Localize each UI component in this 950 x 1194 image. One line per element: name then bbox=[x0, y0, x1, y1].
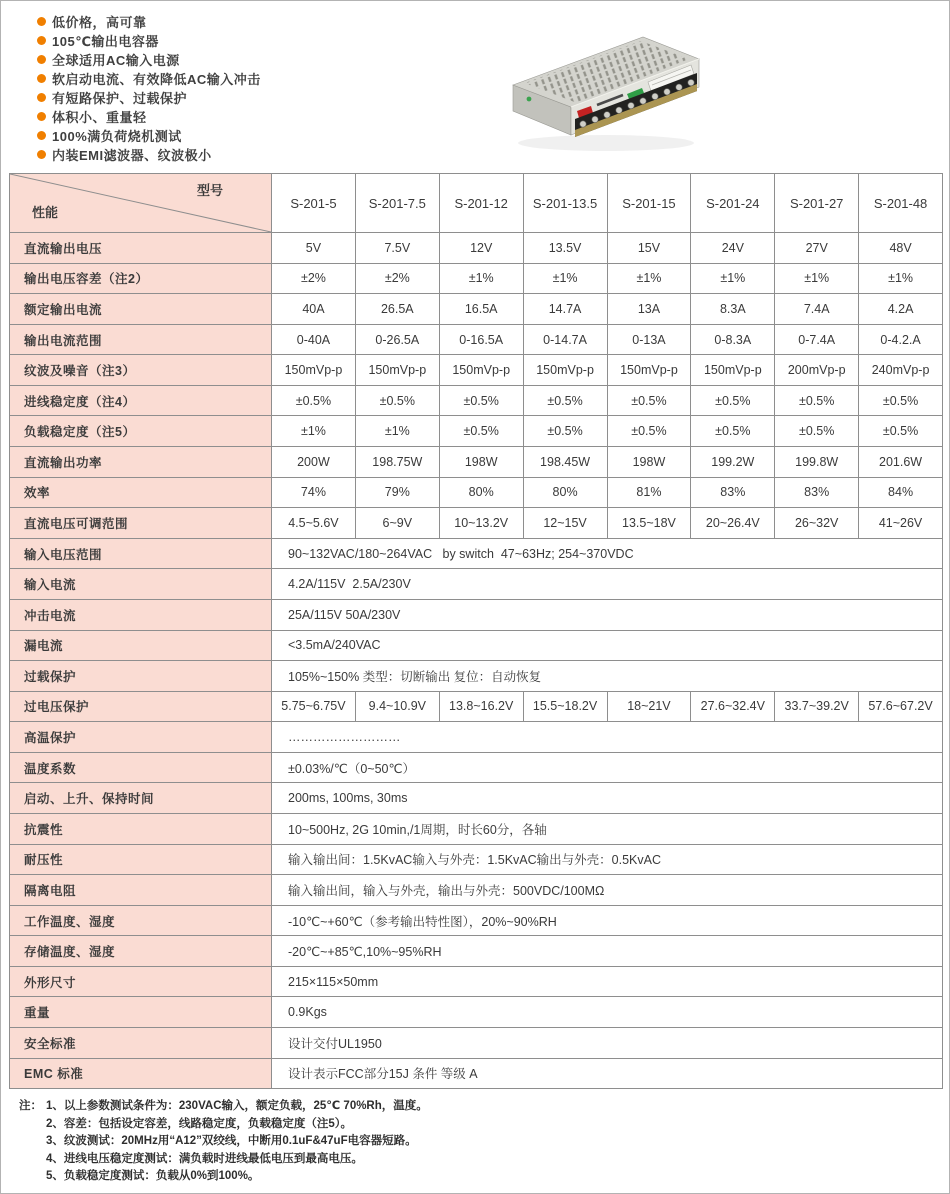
spec-value-cell: ±1% bbox=[888, 271, 914, 286]
row-label: 输出电流范围 bbox=[10, 325, 272, 355]
spec-value-cell: 79% bbox=[356, 478, 440, 508]
spec-value-cell: 240mVp-p bbox=[871, 363, 930, 378]
spec-merged-value: 25A/115V 50A/230V bbox=[288, 607, 401, 622]
spec-value-cell: 12~15V bbox=[524, 508, 608, 538]
spec-value-cell: 7.4A bbox=[775, 294, 859, 324]
spec-merged-value: 设计交付UL1950 bbox=[288, 1036, 382, 1051]
feature-item bbox=[37, 88, 261, 107]
spec-merged-value: ……………………… bbox=[288, 730, 401, 745]
spec-row bbox=[10, 416, 942, 447]
spec-row bbox=[10, 386, 942, 417]
spec-value-cell: ±1% bbox=[775, 264, 859, 294]
spec-value-cell: 26.5A bbox=[356, 294, 440, 324]
spec-row bbox=[10, 569, 942, 600]
spec-value-cell: 150mVp-p bbox=[272, 355, 356, 385]
feature-item bbox=[37, 145, 261, 164]
spec-value-cell: 24V bbox=[691, 233, 775, 263]
note-line bbox=[19, 1168, 428, 1186]
spec-value-cell: ±0.5% bbox=[691, 386, 775, 416]
row-label: 耐压性 bbox=[10, 845, 272, 875]
spec-row bbox=[10, 447, 942, 478]
note-text: 5、负载稳定度测试：负载从0%到100%。 bbox=[46, 1170, 260, 1182]
row-label: 过载保护 bbox=[10, 661, 272, 691]
spec-value-cell: 8.3A bbox=[691, 294, 775, 324]
spec-value-cell: ±0.5% bbox=[775, 386, 859, 416]
note-text: 2、容差：包括设定容差，线路稳定度，负载稳定度（注5）。 bbox=[46, 1117, 353, 1130]
spec-table bbox=[9, 173, 943, 1089]
model-header-cell: S-201-15 bbox=[608, 174, 692, 232]
spec-row bbox=[10, 906, 942, 937]
row-label: 冲击电流 bbox=[10, 600, 272, 630]
corner-label-performance: 性能 bbox=[32, 205, 59, 220]
spec-value-cell: ±0.5% bbox=[272, 386, 356, 416]
row-label: 直流电压可调范围 bbox=[10, 508, 272, 538]
spec-value-cell: 40A bbox=[272, 294, 356, 324]
note-line bbox=[19, 1151, 428, 1169]
spec-value-cell: 13.5V bbox=[524, 233, 608, 263]
row-label: 纹波及噪音（注3） bbox=[10, 355, 272, 385]
note-prefix: 注： bbox=[19, 1100, 42, 1112]
spec-value-cell: 0-8.3A bbox=[691, 325, 775, 355]
row-label: 抗震性 bbox=[10, 814, 272, 844]
spec-value-cell: 13A bbox=[608, 294, 692, 324]
spec-value-cell: 4.2A bbox=[887, 301, 914, 316]
note-text: 4、进线电压稳定度测试：满负载时进线最低电压到最高电压。 bbox=[46, 1152, 363, 1165]
spec-row bbox=[10, 325, 942, 356]
spec-value-cell: ±1% bbox=[356, 416, 440, 446]
spec-merged-value: 设计表示FCC部分15J 条件 等级 A bbox=[288, 1067, 478, 1082]
spec-row bbox=[10, 875, 942, 906]
spec-value-cell: 57.6~67.2V bbox=[868, 699, 933, 714]
spec-value-cell: 13.8~16.2V bbox=[440, 692, 524, 722]
spec-value-cell: 200mVp-p bbox=[775, 355, 859, 385]
spec-value-cell: ±1% bbox=[608, 264, 692, 294]
spec-value-cell: 80% bbox=[440, 478, 524, 508]
spec-value-cell: 15.5~18.2V bbox=[524, 692, 608, 722]
row-label: 外形尺寸 bbox=[10, 967, 272, 997]
spec-value-cell: 15V bbox=[608, 233, 692, 263]
spec-value-cell: 12V bbox=[440, 233, 524, 263]
spec-value-cell: 33.7~39.2V bbox=[775, 692, 859, 722]
bullet-icon bbox=[37, 150, 46, 159]
note-line bbox=[19, 1133, 428, 1151]
spec-merged-value: 200ms, 100ms, 30ms bbox=[288, 791, 408, 806]
row-label: 重量 bbox=[10, 997, 272, 1027]
bullet-icon bbox=[37, 55, 46, 64]
spec-row bbox=[10, 845, 942, 876]
spec-value-cell: 5V bbox=[272, 233, 356, 263]
spec-row bbox=[10, 1028, 942, 1059]
bullet-icon bbox=[37, 93, 46, 102]
spec-value-cell: 198.45W bbox=[524, 447, 608, 477]
model-header-cell: S-201-7.5 bbox=[356, 174, 440, 232]
row-label: EMC 标准 bbox=[10, 1059, 272, 1089]
spec-value-cell: 74% bbox=[272, 478, 356, 508]
spec-row bbox=[10, 539, 942, 570]
model-header-cell: S-201-48 bbox=[873, 195, 928, 211]
spec-value-cell: ±1% bbox=[440, 264, 524, 294]
spec-value-cell: 0-4.2.A bbox=[880, 332, 921, 347]
spec-row bbox=[10, 936, 942, 967]
spec-value-cell: 13.5~18V bbox=[608, 508, 692, 538]
spec-row bbox=[10, 722, 942, 753]
row-label: 额定输出电流 bbox=[10, 294, 272, 324]
spec-row bbox=[10, 661, 942, 692]
feature-text: 低价格，高可靠 bbox=[52, 15, 147, 30]
spec-value-cell: ±2% bbox=[272, 264, 356, 294]
spec-value-cell: 4.5~5.6V bbox=[272, 508, 356, 538]
feature-item bbox=[37, 12, 261, 31]
note-text: 3、纹波测试：20MHz用“A12”双绞线，中断用0.1uF&47uF电容器短路。 bbox=[46, 1135, 417, 1147]
row-label: 安全标准 bbox=[10, 1028, 272, 1058]
feature-text: 内装EMI滤波器、纹波极小 bbox=[52, 148, 212, 163]
spec-value-cell: ±0.5% bbox=[608, 416, 692, 446]
product-photo bbox=[501, 13, 711, 161]
spec-value-cell: 201.6W bbox=[879, 454, 923, 469]
spec-row bbox=[10, 478, 942, 509]
spec-value-cell: ±0.5% bbox=[882, 393, 919, 408]
spec-merged-value: ±0.03%/℃（0~50℃） bbox=[288, 761, 416, 776]
feature-text: 全球适用AC输入电源 bbox=[52, 53, 180, 68]
spec-merged-value: 输入输出间，输入与外壳，输出与外壳：500VDC/100MΩ bbox=[288, 883, 605, 898]
spec-row bbox=[10, 753, 942, 784]
spec-value-cell: ±0.5% bbox=[524, 386, 608, 416]
power-supply-illustration bbox=[501, 13, 711, 161]
row-label: 存储温度、湿度 bbox=[10, 936, 272, 966]
spec-value-cell: 80% bbox=[524, 478, 608, 508]
spec-value-cell: 9.4~10.9V bbox=[356, 692, 440, 722]
model-header-cell: S-201-27 bbox=[775, 174, 859, 232]
header-corner-cell bbox=[10, 174, 272, 232]
bullet-icon bbox=[37, 74, 46, 83]
row-label: 直流输出功率 bbox=[10, 447, 272, 477]
spec-value-cell: 18~21V bbox=[608, 692, 692, 722]
bullet-icon bbox=[37, 36, 46, 45]
bullet-icon bbox=[37, 17, 46, 26]
feature-text: 软启动电流、有效降低AC输入冲击 bbox=[52, 72, 261, 87]
spec-row bbox=[10, 814, 942, 845]
model-header-cell: S-201-5 bbox=[272, 174, 356, 232]
spec-row bbox=[10, 294, 942, 325]
spec-value-cell: ±0.5% bbox=[882, 424, 919, 439]
spec-row bbox=[10, 997, 942, 1028]
spec-merged-value: <3.5mA/240VAC bbox=[288, 638, 381, 653]
spec-value-cell: 199.8W bbox=[775, 447, 859, 477]
spec-value-cell: 14.7A bbox=[524, 294, 608, 324]
spec-value-cell: ±0.5% bbox=[440, 386, 524, 416]
bullet-icon bbox=[37, 131, 46, 140]
row-label: 直流输出电压 bbox=[10, 233, 272, 263]
row-label: 效率 bbox=[10, 478, 272, 508]
feature-item bbox=[37, 69, 261, 88]
row-label: 输入电压范围 bbox=[10, 539, 272, 569]
spec-merged-value: 215×115×50mm bbox=[288, 974, 379, 989]
spec-value-cell: 150mVp-p bbox=[608, 355, 692, 385]
spec-value-cell: 48V bbox=[889, 240, 912, 255]
row-label: 高温保护 bbox=[10, 722, 272, 752]
spec-merged-value: -10℃~+60℃（参考输出特性图），20%~90%RH bbox=[288, 914, 557, 929]
spec-value-cell: ±0.5% bbox=[356, 386, 440, 416]
feature-item bbox=[37, 126, 261, 145]
spec-value-cell: 150mVp-p bbox=[691, 355, 775, 385]
spec-row bbox=[10, 355, 942, 386]
model-header-cell: S-201-24 bbox=[691, 174, 775, 232]
feature-text: 100%满负荷烧机测试 bbox=[52, 129, 182, 144]
spec-value-cell: ±0.5% bbox=[440, 416, 524, 446]
spec-value-cell: 7.5V bbox=[356, 233, 440, 263]
spec-merged-value: 10~500Hz, 2G 10min,/1周期，时长60分，各轴 bbox=[288, 822, 547, 837]
spec-value-cell: 150mVp-p bbox=[356, 355, 440, 385]
spec-value-cell: ±2% bbox=[356, 264, 440, 294]
spec-merged-value: 0.9Kgs bbox=[288, 1005, 327, 1020]
spec-value-cell: 0-7.4A bbox=[775, 325, 859, 355]
model-header-cell: S-201-13.5 bbox=[524, 174, 608, 232]
spec-row bbox=[10, 967, 942, 998]
feature-item bbox=[37, 50, 261, 69]
spec-value-cell: 200W bbox=[272, 447, 356, 477]
spec-value-cell: ±0.5% bbox=[608, 386, 692, 416]
row-label: 负载稳定度（注5） bbox=[10, 416, 272, 446]
note-line bbox=[19, 1116, 428, 1134]
spec-value-cell: 150mVp-p bbox=[524, 355, 608, 385]
note-text: 1、以上参数测试条件为：230VAC输入，额定负载，25℃ 70%Rh，温度。 bbox=[46, 1100, 428, 1112]
row-label: 温度系数 bbox=[10, 753, 272, 783]
row-label: 隔离电阻 bbox=[10, 875, 272, 905]
table-header-row bbox=[10, 174, 942, 233]
feature-text: 体积小、重量轻 bbox=[52, 110, 147, 125]
spec-value-cell: 10~13.2V bbox=[440, 508, 524, 538]
spec-value-cell: 41~26V bbox=[878, 515, 923, 530]
spec-merged-value: 90~132VAC/180~264VAC by switch 47~63Hz; 254~370VDC bbox=[288, 546, 634, 561]
spec-row bbox=[10, 631, 942, 662]
spec-merged-value: -20℃~+85℃,10%~95%RH bbox=[288, 944, 442, 959]
spec-value-cell: 81% bbox=[608, 478, 692, 508]
corner-label-model: 型号 bbox=[196, 183, 223, 198]
row-label: 过电压保护 bbox=[10, 692, 272, 722]
feature-item bbox=[37, 31, 261, 50]
bullet-icon bbox=[37, 112, 46, 121]
row-label: 启动、上升、保持时间 bbox=[10, 783, 272, 813]
row-label: 漏电流 bbox=[10, 631, 272, 661]
spec-value-cell: 27V bbox=[775, 233, 859, 263]
spec-value-cell: 150mVp-p bbox=[440, 355, 524, 385]
note-line bbox=[19, 1098, 428, 1116]
spec-value-cell: 83% bbox=[691, 478, 775, 508]
spec-value-cell: ±1% bbox=[524, 264, 608, 294]
spec-merged-value: 输入输出间：1.5KvAC输入与外壳：1.5KvAC输出与外壳：0.5KvAC bbox=[288, 853, 661, 868]
spec-value-cell: 6~9V bbox=[356, 508, 440, 538]
spec-row bbox=[10, 692, 942, 723]
spec-row bbox=[10, 233, 942, 264]
model-header-cell: S-201-12 bbox=[440, 174, 524, 232]
notes-section bbox=[19, 1098, 428, 1186]
spec-row bbox=[10, 264, 942, 295]
spec-value-cell: 0-40A bbox=[272, 325, 356, 355]
spec-merged-value: 4.2A/115V 2.5A/230V bbox=[288, 577, 411, 592]
spec-value-cell: 5.75~6.75V bbox=[272, 692, 356, 722]
spec-value-cell: 0-16.5A bbox=[440, 325, 524, 355]
features-list bbox=[37, 12, 261, 164]
spec-row bbox=[10, 600, 942, 631]
spec-value-cell: ±0.5% bbox=[775, 416, 859, 446]
spec-value-cell: 198W bbox=[440, 447, 524, 477]
spec-value-cell: 198.75W bbox=[356, 447, 440, 477]
spec-merged-value: 105%~150% 类型：切断输出 复位：自动恢复 bbox=[288, 669, 542, 684]
row-label: 工作温度、湿度 bbox=[10, 906, 272, 936]
row-label: 输出电压容差（注2） bbox=[10, 264, 272, 294]
spec-value-cell: 20~26.4V bbox=[691, 508, 775, 538]
spec-value-cell: ±0.5% bbox=[691, 416, 775, 446]
spec-row bbox=[10, 783, 942, 814]
spec-value-cell: 0-13A bbox=[608, 325, 692, 355]
spec-row bbox=[10, 508, 942, 539]
spec-value-cell: 0-14.7A bbox=[524, 325, 608, 355]
spec-value-cell: 84% bbox=[888, 485, 914, 500]
spec-value-cell: 0-26.5A bbox=[356, 325, 440, 355]
spec-value-cell: ±1% bbox=[272, 416, 356, 446]
spec-value-cell: 198W bbox=[608, 447, 692, 477]
feature-item bbox=[37, 107, 261, 126]
feature-text: 有短路保护、过载保护 bbox=[52, 91, 188, 106]
spec-value-cell: 199.2W bbox=[691, 447, 775, 477]
spec-row bbox=[10, 1059, 942, 1089]
spec-value-cell: 16.5A bbox=[440, 294, 524, 324]
spec-value-cell: ±1% bbox=[691, 264, 775, 294]
row-label: 进线稳定度（注4） bbox=[10, 386, 272, 416]
spec-value-cell: 83% bbox=[775, 478, 859, 508]
spec-value-cell: ±0.5% bbox=[524, 416, 608, 446]
feature-text: 105℃输出电容器 bbox=[52, 34, 159, 49]
spec-value-cell: 27.6~32.4V bbox=[691, 692, 775, 722]
spec-value-cell: 26~32V bbox=[775, 508, 859, 538]
row-label: 输入电流 bbox=[10, 569, 272, 599]
